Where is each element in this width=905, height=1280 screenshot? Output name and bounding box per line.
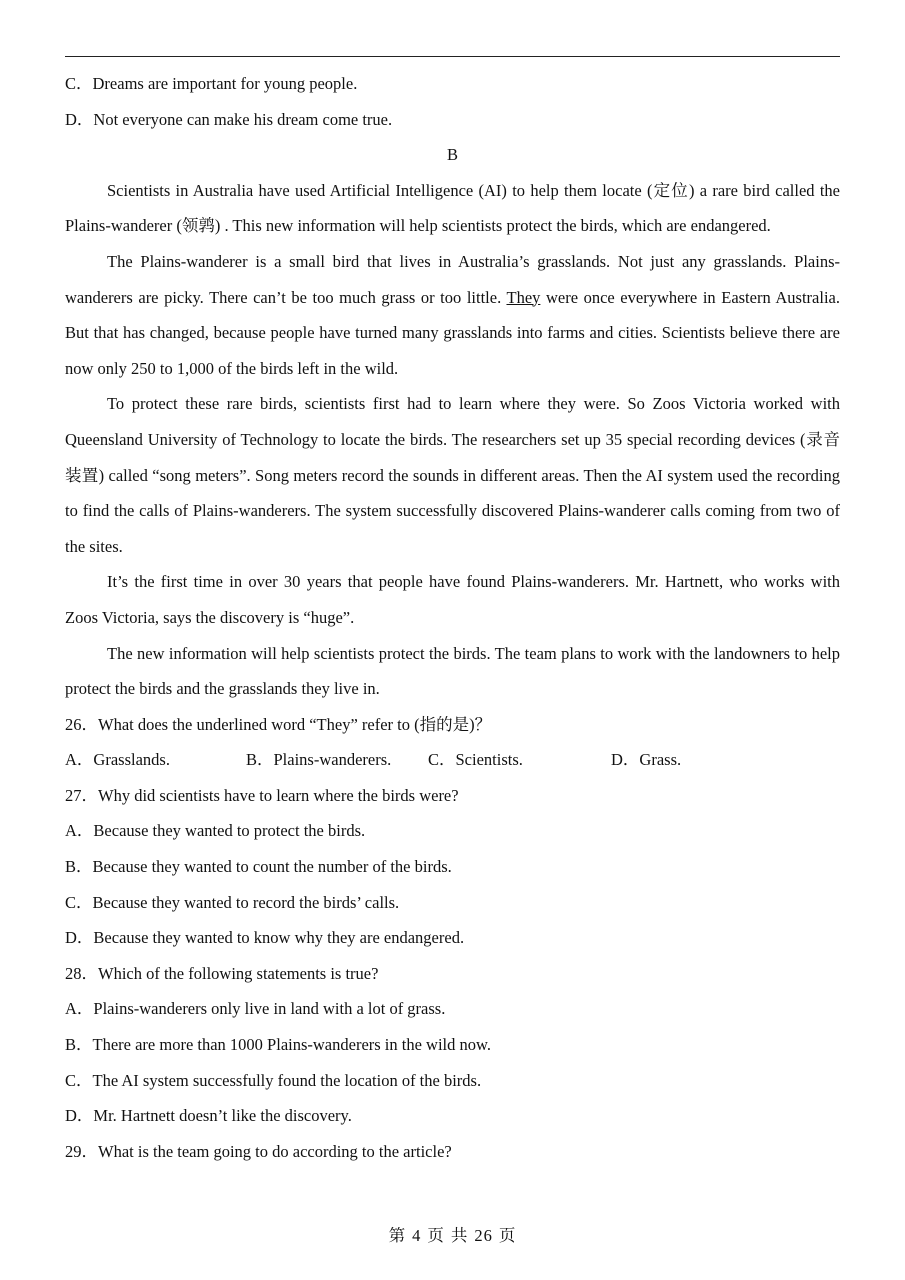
passage-paragraph-5: The new information will help scientists protect the birds. The team plans to work with the landowners to help protect the birds and the grasslands they live in.	[65, 643, 840, 699]
underlined-word-they: They	[506, 287, 541, 307]
paragraph-2-text-before: The Plains-wanderer is a small bird that lives in Australia’s grasslands. Not just any grasslands. Plains-wanderers are picky. There can’t be too much grass or too little.	[65, 251, 840, 307]
question-26-option-b: B．Plains-wanderers.	[246, 750, 392, 770]
question-28-option-a: A．Plains-wanderers only live in land with a lot of grass.	[65, 999, 446, 1019]
question-26-stem: 26．What does the underlined word “They” refer to (指的是)？	[65, 714, 492, 734]
footer-page-mid: 页	[427, 1226, 445, 1245]
prev-option-d: D．Not everyone can make his dream come true.	[65, 109, 393, 129]
passage-paragraph-1: Scientists in Australia have used Artificial Intelligence (AI) to help them locate (定位) a rare bird called the Plains-wanderer (领鹑) . This new information will help scientists protect the birds, which are endangered.	[65, 180, 840, 236]
paragraph-2-text-after: were once everywhere in Eastern Australia. But that has changed, because people have turned many grasslands into farms and cities. Scientists believe there are now only 250 to 1,000 of the birds left in the wild.	[65, 287, 840, 378]
question-29-stem: 29．What is the team going to do according to the article?	[65, 1141, 452, 1161]
question-26-options	[65, 742, 840, 778]
page-content	[65, 66, 840, 1169]
question-27-option-b: B．Because they wanted to count the number of the birds.	[65, 857, 452, 877]
top-rule	[65, 56, 840, 57]
question-28-option-b: B．There are more than 1000 Plains-wanderers in the wild now.	[65, 1035, 491, 1055]
passage-paragraph-4: It’s the first time in over 30 years that people have found Plains-wanderers. Mr. Hartnett, who works with Zoos Victoria, says the discovery is “huge”.	[65, 572, 840, 627]
footer-total-pages: 26	[474, 1226, 493, 1245]
question-28-option-d: D．Mr. Hartnett doesn’t like the discovery.	[65, 1106, 352, 1126]
question-26-option-a: A．Grasslands.	[65, 750, 170, 770]
question-26-option-d: D．Grass.	[611, 750, 682, 770]
passage-paragraph-3: To protect these rare birds, scientists first had to learn where they were. So Zoos Victoria worked with Queensland University of Technology to locate the birds. The researchers set up 35 special recording devices (录音装置) called “song meters”. Song meters record the sounds in different areas. Then the AI system used the recording to find the calls of Plains-wanderers. The system successfully discovered Plains-wanderer calls coming from two of the sites.	[65, 394, 840, 556]
passage-paragraph-2	[65, 244, 840, 386]
footer-page-number: 4	[412, 1226, 422, 1245]
question-27-option-d: D．Because they wanted to know why they are endangered.	[65, 928, 465, 948]
question-27-option-c: C．Because they wanted to record the birds’ calls.	[65, 892, 400, 912]
question-28-stem: 28．Which of the following statements is true?	[65, 963, 379, 983]
question-27-stem: 27．Why did scientists have to learn where the birds were?	[65, 785, 459, 805]
question-26-option-c: C．Scientists.	[428, 750, 523, 770]
footer-total-prefix: 共	[450, 1226, 469, 1245]
page-footer	[0, 1222, 905, 1246]
section-label: B	[446, 145, 458, 165]
prev-option-c: C．Dreams are important for young people.	[65, 74, 358, 93]
footer-page-suffix: 页	[498, 1226, 517, 1245]
question-27-option-a: A．Because they wanted to protect the birds.	[65, 821, 366, 841]
question-28-option-c: C．The AI system successfully found the location of the birds.	[65, 1070, 482, 1090]
footer-page-prefix: 第	[388, 1226, 407, 1245]
